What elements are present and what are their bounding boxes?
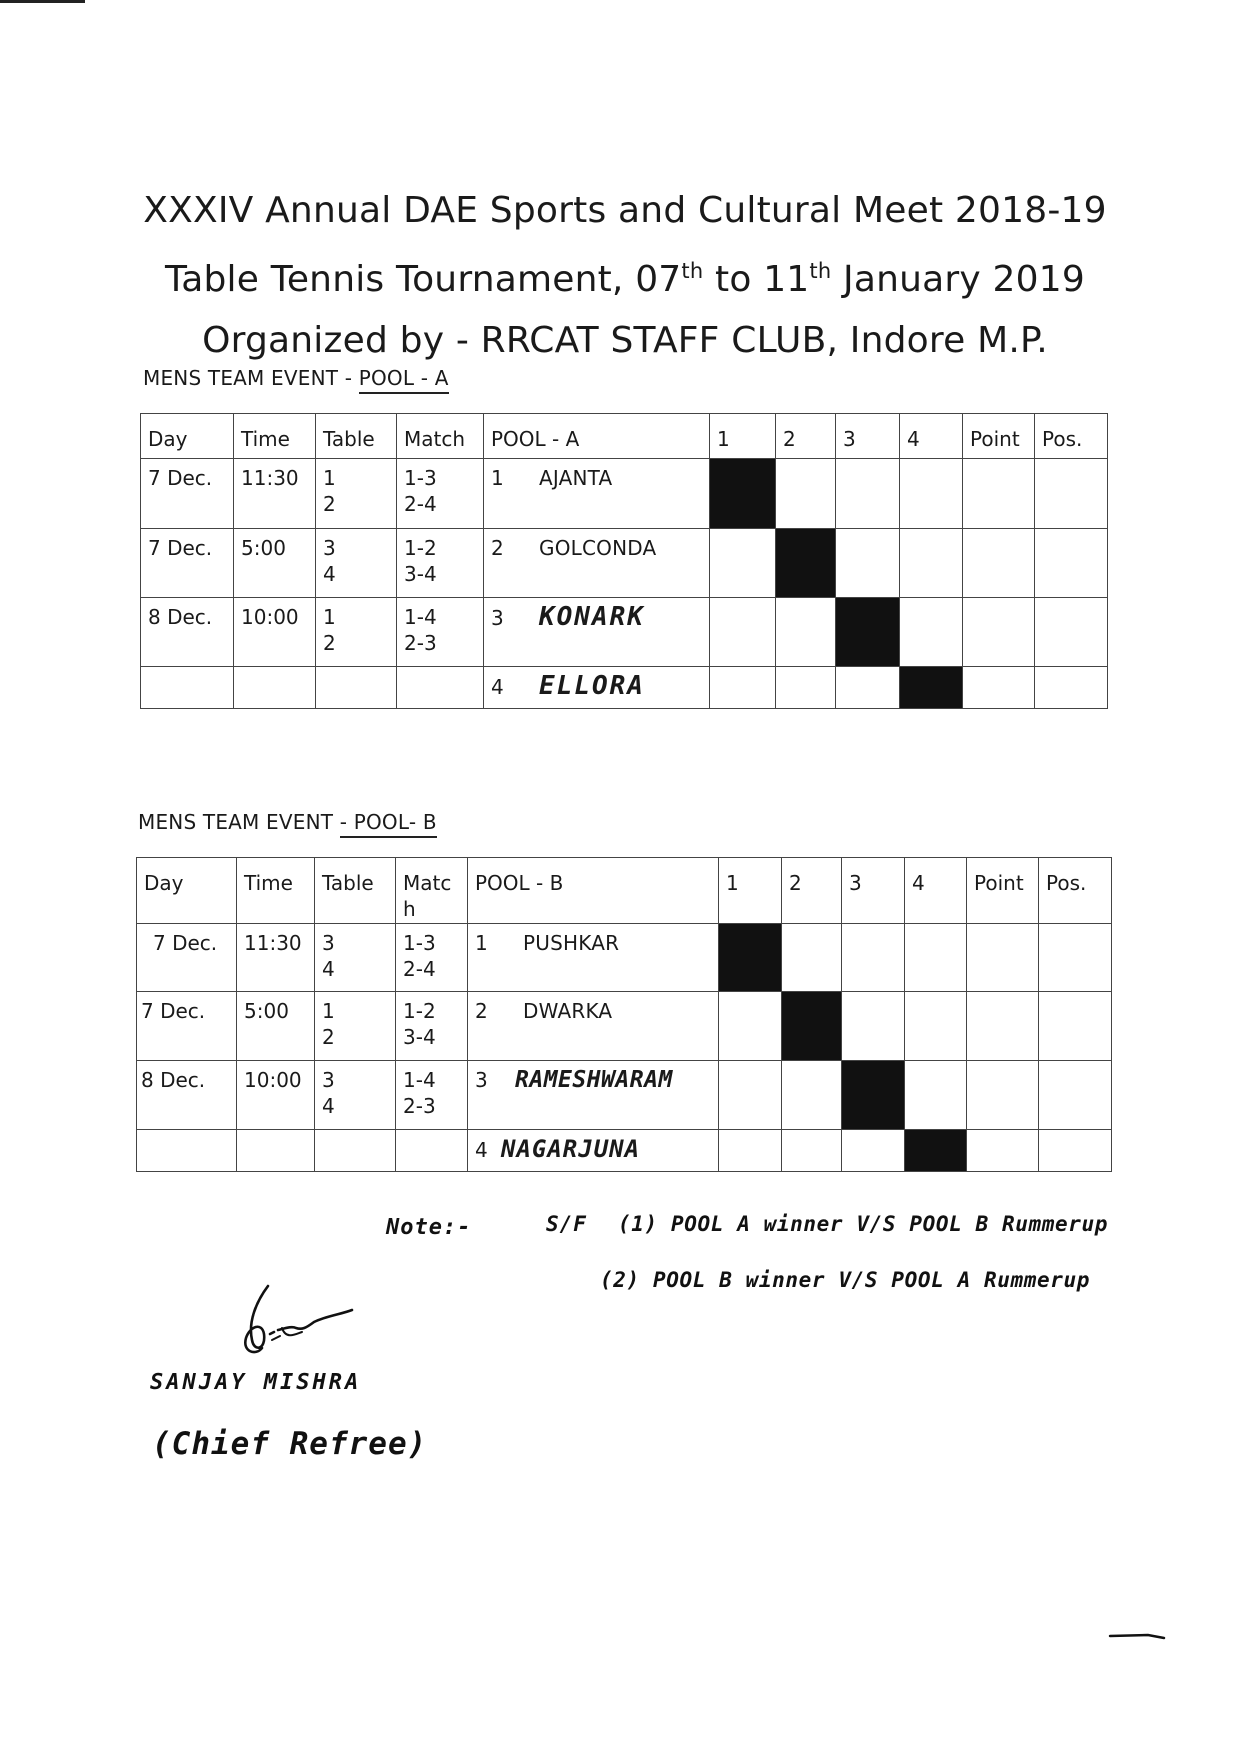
table-cell xyxy=(316,667,397,709)
table-cell: 1 2 xyxy=(315,992,396,1061)
score-cell xyxy=(842,992,905,1061)
team-cell: 4 NAGARJUNA xyxy=(468,1130,719,1172)
score-cell xyxy=(776,667,836,709)
score-cell xyxy=(710,529,776,598)
score-cell-blocked xyxy=(836,598,900,667)
match-cell xyxy=(397,667,484,709)
pool-a-label: MENS TEAM EVENT - POOL - A xyxy=(143,366,449,390)
header-match: Match xyxy=(397,414,484,459)
table-cell: 1 2 xyxy=(316,598,397,667)
margin-tick-mark xyxy=(1108,1628,1168,1644)
score-cell xyxy=(905,1061,967,1130)
match-cell: 1-4 2-3 xyxy=(396,1061,468,1130)
pos-cell xyxy=(1039,992,1112,1061)
table-row xyxy=(137,1061,1112,1130)
pool-b-table xyxy=(136,857,1112,1172)
handwritten-team-name: KONARK xyxy=(539,602,645,632)
score-cell-blocked xyxy=(905,1130,967,1172)
table-cell: 3 4 xyxy=(315,1061,396,1130)
score-cell xyxy=(719,1061,782,1130)
pos-cell xyxy=(1035,529,1108,598)
pool-a-table xyxy=(140,413,1108,709)
score-cell-blocked xyxy=(719,924,782,992)
score-cell xyxy=(900,529,963,598)
point-cell xyxy=(963,598,1035,667)
document-title xyxy=(130,180,1120,371)
score-cell xyxy=(776,598,836,667)
point-cell xyxy=(963,459,1035,529)
header-point: Point xyxy=(963,414,1035,459)
match-cell: 1-2 3-4 xyxy=(396,992,468,1061)
title-line-3: Organized by - RRCAT STAFF CLUB, Indore M.P. xyxy=(202,320,1048,361)
header-pool: POOL - A xyxy=(484,414,710,459)
time-cell: 11:30 xyxy=(237,924,315,992)
table-row xyxy=(137,1130,1112,1172)
score-cell-blocked xyxy=(900,667,963,709)
time-cell: 11:30 xyxy=(234,459,316,529)
day-cell xyxy=(137,1130,237,1172)
header-match: Matc h xyxy=(396,858,468,924)
time-cell: 10:00 xyxy=(237,1061,315,1130)
table-row xyxy=(141,667,1108,709)
point-cell xyxy=(967,1061,1039,1130)
header-2: 2 xyxy=(782,858,842,924)
team-cell: 1 PUSHKAR xyxy=(468,924,719,992)
header-table: Table xyxy=(316,414,397,459)
score-cell xyxy=(719,992,782,1061)
table-row xyxy=(141,529,1108,598)
note-prefix: Note:- xyxy=(386,1215,472,1240)
header-1: 1 xyxy=(719,858,782,924)
point-cell xyxy=(963,529,1035,598)
table-header-row xyxy=(137,858,1112,924)
pos-cell xyxy=(1035,598,1108,667)
team-cell: 2 GOLCONDA xyxy=(484,529,710,598)
score-cell xyxy=(842,924,905,992)
header-3: 3 xyxy=(836,414,900,459)
table-cell xyxy=(315,1130,396,1172)
time-cell xyxy=(237,1130,315,1172)
day-cell xyxy=(141,667,234,709)
time-cell: 5:00 xyxy=(234,529,316,598)
score-cell xyxy=(905,924,967,992)
score-cell-blocked xyxy=(782,992,842,1061)
day-cell: 7 Dec. xyxy=(141,459,234,529)
team-cell: 3 KONARK xyxy=(484,598,710,667)
pos-cell xyxy=(1039,1130,1112,1172)
table-header-row xyxy=(141,414,1108,459)
signature-scribble xyxy=(226,1282,366,1372)
team-cell: 3 RAMESHWARAM xyxy=(468,1061,719,1130)
score-cell xyxy=(900,459,963,529)
score-cell xyxy=(905,992,967,1061)
header-day: Day xyxy=(141,414,234,459)
day-cell: 7 Dec. xyxy=(141,529,234,598)
score-cell-blocked xyxy=(842,1061,905,1130)
title-line-2: Table Tennis Tournament, 07th to 11th January 2019 xyxy=(165,259,1085,300)
header-table: Table xyxy=(315,858,396,924)
score-cell xyxy=(836,667,900,709)
table-row xyxy=(137,992,1112,1061)
score-cell xyxy=(782,1061,842,1130)
match-cell xyxy=(396,1130,468,1172)
top-edge-mark xyxy=(0,0,85,3)
team-cell: 2 DWARKA xyxy=(468,992,719,1061)
point-cell xyxy=(967,924,1039,992)
handwritten-team-name: RAMESHWARAM xyxy=(515,1067,673,1093)
pool-b-label: MENS TEAM EVENT - POOL- B xyxy=(138,810,437,834)
team-cell: 1 AJANTA xyxy=(484,459,710,529)
score-cell xyxy=(782,924,842,992)
signatory-role: (Chief Refree) xyxy=(152,1426,428,1462)
table-row xyxy=(137,924,1112,992)
table-row xyxy=(141,459,1108,529)
header-time: Time xyxy=(237,858,315,924)
score-cell xyxy=(776,459,836,529)
point-cell xyxy=(967,992,1039,1061)
signatory-name: SANJAY MISHRA xyxy=(150,1370,362,1395)
score-cell xyxy=(710,667,776,709)
header-day: Day xyxy=(137,858,237,924)
header-1: 1 xyxy=(710,414,776,459)
score-cell-blocked xyxy=(776,529,836,598)
pos-cell xyxy=(1035,459,1108,529)
score-cell xyxy=(719,1130,782,1172)
score-cell xyxy=(782,1130,842,1172)
time-cell: 10:00 xyxy=(234,598,316,667)
note-line-1: (1) POOL A winner V/S POOL B Rummerup xyxy=(618,1212,1108,1236)
handwritten-team-name: ELLORA xyxy=(539,671,645,701)
table-cell: 3 4 xyxy=(316,529,397,598)
match-cell: 1-4 2-3 xyxy=(397,598,484,667)
header-pool: POOL - B xyxy=(468,858,719,924)
header-pos: Pos. xyxy=(1035,414,1108,459)
time-cell xyxy=(234,667,316,709)
title-line-1: XXXIV Annual DAE Sports and Cultural Meet 2018-19 xyxy=(143,190,1107,231)
score-cell xyxy=(836,459,900,529)
point-cell xyxy=(963,667,1035,709)
table-cell: 3 4 xyxy=(315,924,396,992)
match-cell: 1-3 2-4 xyxy=(396,924,468,992)
handwritten-team-name: NAGARJUNA xyxy=(501,1135,641,1163)
day-cell: 7 Dec. xyxy=(137,992,237,1061)
pos-cell xyxy=(1039,924,1112,992)
header-4: 4 xyxy=(905,858,967,924)
header-2: 2 xyxy=(776,414,836,459)
day-cell: 7 Dec. xyxy=(137,924,237,992)
header-pos: Pos. xyxy=(1039,858,1112,924)
score-cell xyxy=(710,598,776,667)
time-cell: 5:00 xyxy=(237,992,315,1061)
score-cell xyxy=(836,529,900,598)
table-row xyxy=(141,598,1108,667)
header-point: Point xyxy=(967,858,1039,924)
note-line-2: (2) POOL B winner V/S POOL A Rummerup xyxy=(600,1268,1090,1292)
score-cell xyxy=(842,1130,905,1172)
day-cell: 8 Dec. xyxy=(137,1061,237,1130)
match-cell: 1-3 2-4 xyxy=(397,459,484,529)
table-cell: 1 2 xyxy=(316,459,397,529)
match-cell: 1-2 3-4 xyxy=(397,529,484,598)
pos-cell xyxy=(1035,667,1108,709)
score-cell-blocked xyxy=(710,459,776,529)
note-sf: S/F xyxy=(546,1212,587,1236)
team-cell: 4 ELLORA xyxy=(484,667,710,709)
header-time: Time xyxy=(234,414,316,459)
pos-cell xyxy=(1039,1061,1112,1130)
score-cell xyxy=(900,598,963,667)
header-3: 3 xyxy=(842,858,905,924)
day-cell: 8 Dec. xyxy=(141,598,234,667)
header-4: 4 xyxy=(900,414,963,459)
point-cell xyxy=(967,1130,1039,1172)
